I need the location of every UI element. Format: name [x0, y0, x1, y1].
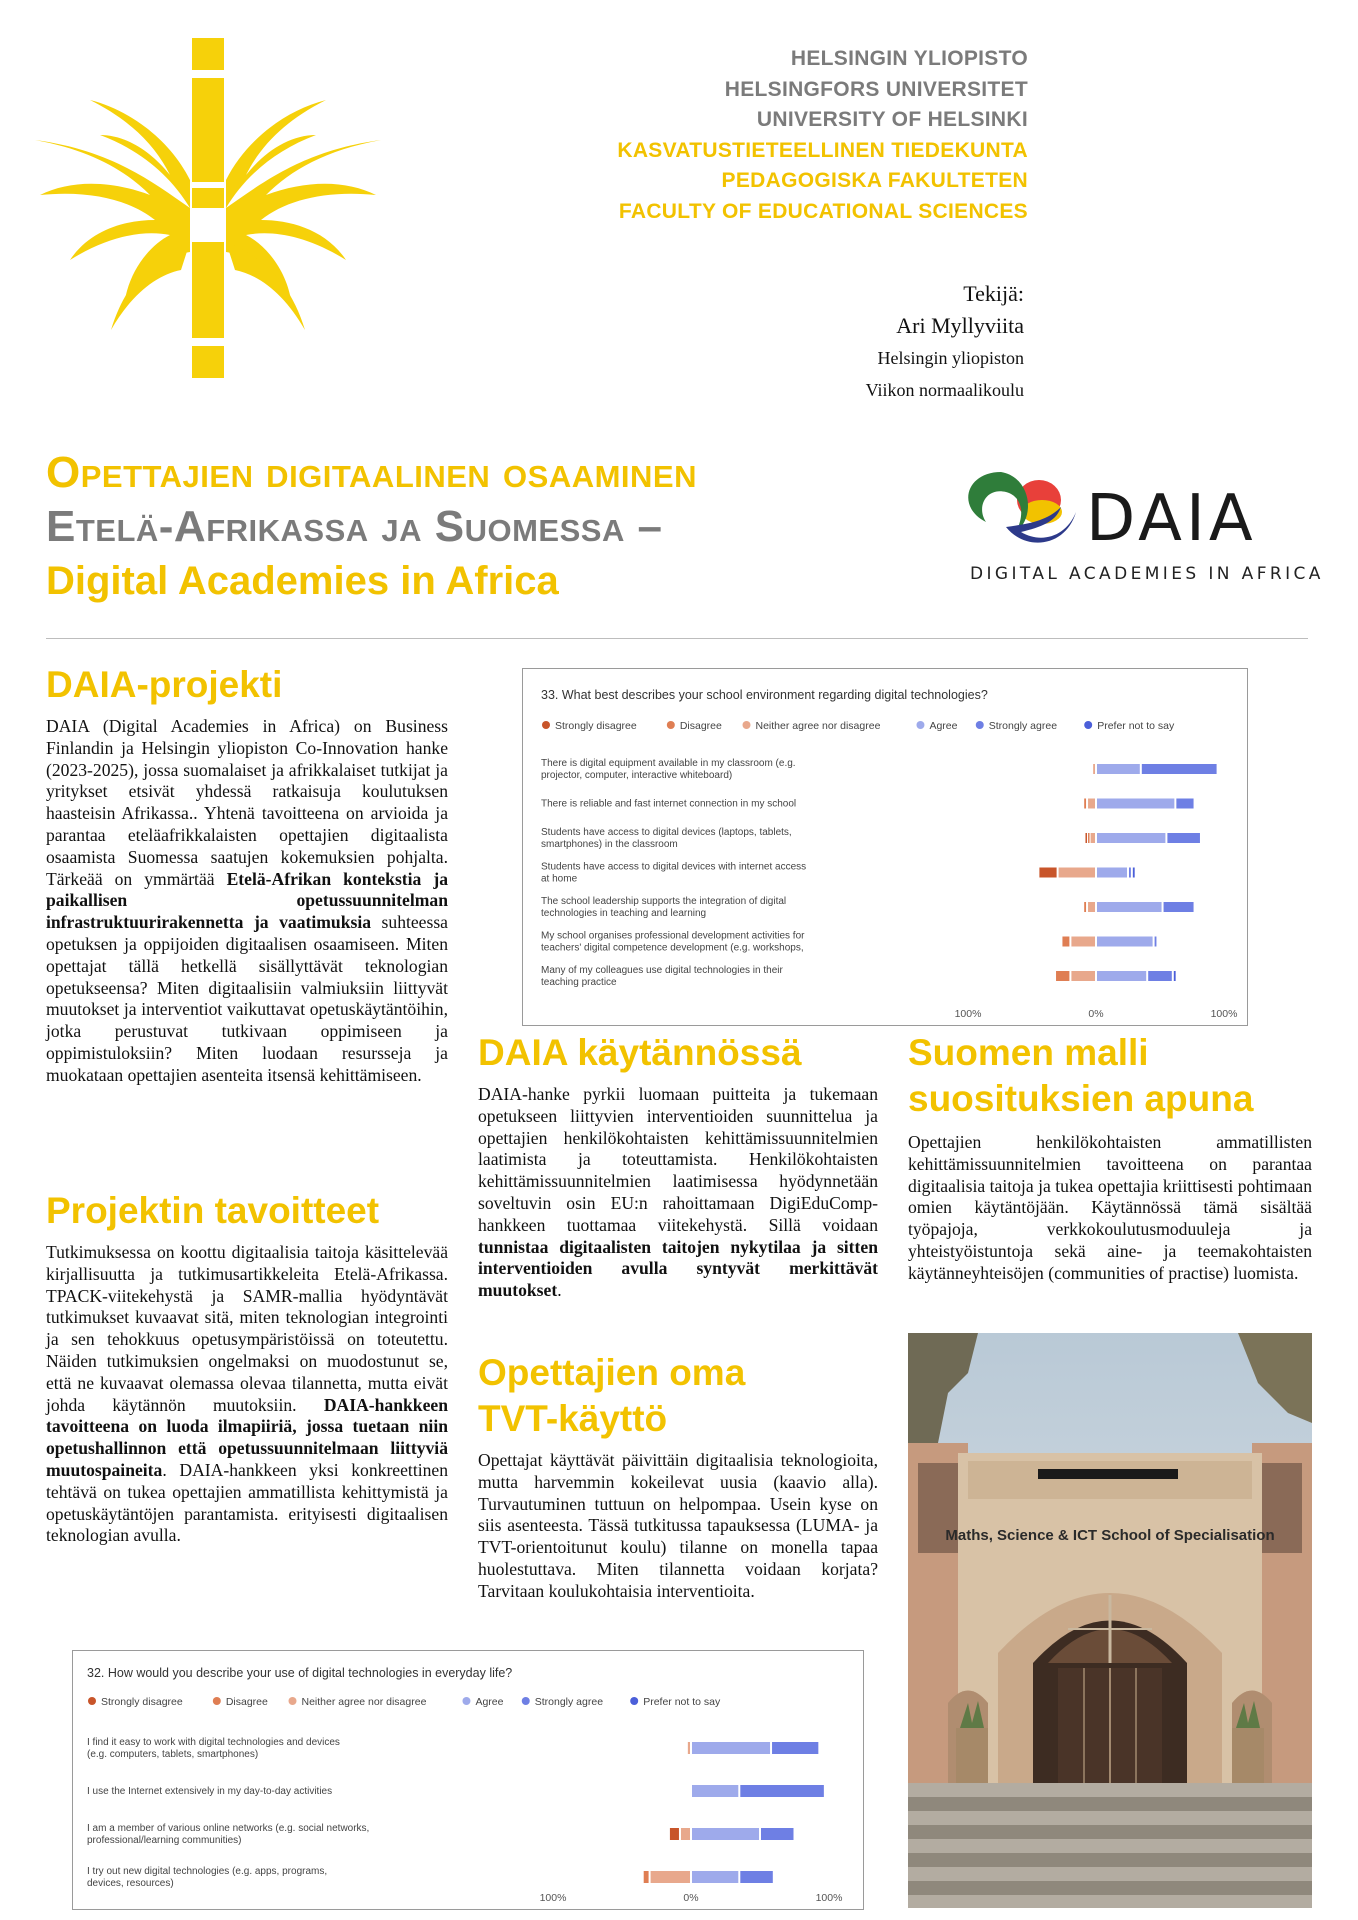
section-body: Opettajien henkilökohtaisten ammatillisten kehittämissuunnitelmien tavoitteena on parantaa digitaalisia taitoja ja tukea opettajia kriittisesti pohtimaan omien käytäntöjään. Käytännössä tämä sisältää työpajoja, verkkokoulutusmoduuleja ja yhteistyöistuntoja sekä aine- ja teemakohtaisten käytänneyhteisöjen (communities of practise) luomista.	[908, 1132, 1312, 1283]
section-daia-projekti	[46, 662, 448, 1087]
bar-segment	[1071, 971, 1095, 981]
legend-label: Neither agree nor disagree	[301, 1696, 427, 1708]
bar-segment	[1088, 833, 1090, 843]
legend-marker	[289, 1697, 297, 1705]
bar-segment	[1097, 764, 1140, 774]
section-heading-2: suosituksien apuna	[908, 1078, 1254, 1119]
bar-segment	[1142, 764, 1217, 774]
bar-segment	[651, 1871, 690, 1883]
chart-title: 33. What best describes your school environment regarding digital technologies?	[541, 688, 988, 702]
section-heading: DAIA käytännössä	[478, 1032, 802, 1073]
legend-marker	[522, 1697, 530, 1705]
category-label: at home	[541, 873, 578, 885]
flame-logo-icon	[30, 30, 390, 450]
category-label: smartphones) in the classroom	[541, 839, 678, 850]
x-tick-label: 0%	[683, 1892, 699, 1904]
x-tick-label: 100%	[954, 1008, 982, 1020]
legend-marker	[916, 721, 924, 729]
author-name: Ari Myllyviita	[896, 313, 1024, 338]
bar-segment	[1093, 764, 1095, 774]
bar-segment	[1174, 971, 1176, 981]
category-label: I use the Internet extensively in my day-to-day activities	[87, 1786, 333, 1797]
legend-marker	[542, 721, 550, 729]
poster-title	[46, 446, 697, 608]
category-label: devices, resources)	[87, 1878, 174, 1889]
bar-segment	[1097, 937, 1153, 947]
bar-segment	[688, 1742, 690, 1754]
category-label: The school leadership supports the integration of digital	[541, 896, 787, 907]
section-body: Opettajat käyttävät päivittäin digitaalisia teknologioita, mutta harvemmin kokeilevat uusia (kaavio alla). Turvautuminen tuttuun on helpompaa. Usein kyse on siis asenteesta. Tässä tutkitussa tapauksessa (LUMA- ja TVT-orientoitunut koulu) tilanne on monella tapaa huolestuttava. Miten tilannetta voidaan korjata? Tarvitaan koulukohtaisia interventioita.	[478, 1450, 878, 1601]
title-line-2: Etelä-Afrikassa ja Suomessa –	[46, 502, 663, 551]
x-tick-label: 0%	[1088, 1008, 1104, 1020]
bar-segment	[1097, 833, 1165, 843]
section-heading-1: Opettajien oma	[478, 1352, 746, 1393]
header-divider	[46, 638, 1308, 639]
daia-logo	[946, 452, 1336, 602]
bar-segment	[1039, 868, 1056, 878]
legend-marker	[213, 1697, 221, 1705]
category-label: technologies in teaching and learning	[541, 908, 707, 919]
school-building-image	[908, 1333, 1312, 1908]
section-tavoitteet	[46, 1188, 448, 1547]
category-label: I find it easy to work with digital technologies and devices	[87, 1737, 340, 1748]
legend-label: Agree	[929, 720, 958, 732]
legend-label: Strongly disagree	[555, 720, 637, 732]
category-label: I try out new digital technologies (e.g. apps, programs,	[87, 1866, 328, 1877]
section-body: Tutkimuksessa on koottu digitaalisia taitoja käsittelevää kirjallisuutta ja tutkimusartikkeleita Etelä-Afrikassa. TPACK-viitekehystä ja SAMR-mallia hyödyntävät tutkimukset kuvaavat sitä, miten teknologian integrointi ja sen tehokkuus opetusympäristöissä on toteutettu. Näiden tutkimuksien ongelmaksi on muodostunut se, että ne kuvaavat olemassa olevaa tilannetta, mutta eivät johda käytännön muutoksiin. DAIA-hankkeen tavoitteena on luoda ilmapiiriä, jossa tuetaan niin opetushallinnon että opetussuunnitelmaan liittyviä muutospaineita. DAIA-hankkeen yksi konkreettinen tehtävä on tukea opettajien ammatillista kehittymistä ja opetuskäytäntöjen parantamista. erityisesti digitaalisen teknologian avulla.	[46, 1242, 448, 1546]
bar-segment	[1071, 937, 1095, 947]
university-name-fi: HELSINGIN YLIOPISTO	[790, 47, 1028, 70]
bar-segment	[1088, 799, 1095, 809]
bar-segment	[1176, 799, 1193, 809]
category-label: My school organises professional development activities for	[541, 930, 805, 942]
university-logo	[30, 30, 390, 450]
section-oma-tvt	[478, 1350, 878, 1603]
university-name-en: UNIVERSITY OF HELSINKI	[756, 108, 1028, 131]
title-line-3: Digital Academies in Africa	[46, 559, 559, 603]
bar-segment	[692, 1828, 759, 1840]
bar-segment	[1097, 971, 1146, 981]
author-affiliation-2: Viikon normaalikoulu	[865, 380, 1024, 400]
chart-everyday-use	[72, 1650, 864, 1910]
x-tick-label: 100%	[539, 1892, 567, 1904]
category-label: projector, computer, interactive whiteboard)	[541, 770, 733, 781]
section-heading-1: Suomen malli	[908, 1032, 1149, 1073]
bar-segment	[1148, 971, 1172, 981]
bar-segment	[740, 1785, 824, 1797]
section-suomen-malli	[908, 1030, 1312, 1285]
university-name-sv: HELSINGFORS UNIVERSITET	[724, 77, 1028, 101]
legend-marker	[88, 1697, 96, 1705]
daia-wordmark: DAIA	[1086, 482, 1257, 556]
faculty-name-en: FACULTY OF EDUCATIONAL SCIENCES	[618, 199, 1028, 223]
bar-segment	[681, 1828, 690, 1840]
legend-label: Neither agree nor disagree	[755, 720, 881, 732]
author-affiliation-1: Helsingin yliopiston	[877, 348, 1024, 368]
category-label: There is digital equipment available in my classroom (e.g.	[541, 758, 796, 769]
section-body: DAIA (Digital Academies in Africa) on Business Finlandin ja Helsingin yliopiston Co-Innovation hanke (2023-2025), jossa suomalaiset ja afrikkalaiset tutkijat ja yritykset etsivät yhdessä ratkaisuja koulutuksen haasteisin Afrikassa.. Yhtenä tavoitteena on arvioida ja parantaa eteläafrikkalaisten opettajien digitaalista osaamista Suomessa saatujen kokemuksien pohjalta. Tärkeää on ymmärtää Etelä-Afrikan kontekstia ja paikallisen opetussuunnitelman infrastruktuurirakennetta ja vaatimuksia suhteessa opetuksen ja oppijoiden digitaalisen osaamiseen. Miten opettajat tällä hetkellä sisällyttävät teknologian opetukseensa? Miten digitaalisiin valmiuksiin liittyvät muutokset ja interventiot vaikuttavat opetuskäytäntöihin, jotka perustuvat tutkivaan oppimiseen ja oppimistuloksiin? Miten luodaan resursseja ja muokataan opettajien asenteita itsensä kehittämiseen.	[46, 716, 448, 1085]
bar-segment	[1097, 868, 1127, 878]
bar-segment	[1056, 971, 1069, 981]
legend-marker	[462, 1697, 470, 1705]
bar-segment	[1164, 902, 1194, 912]
legend-label: Agree	[475, 1696, 504, 1708]
bar-segment	[1062, 937, 1069, 947]
x-tick-label: 100%	[1210, 1008, 1238, 1020]
bar-segment	[644, 1871, 649, 1883]
category-label: professional/learning communities)	[87, 1835, 242, 1846]
legend-marker	[667, 721, 675, 729]
bar-segment	[1133, 868, 1135, 878]
category-label: I am a member of various online networks (e.g. social networks,	[87, 1823, 370, 1834]
legend-label: Disagree	[225, 1696, 268, 1708]
daia-tagline: DIGITAL ACADEMIES IN AFRICA	[970, 564, 1324, 584]
bar-segment	[670, 1828, 679, 1840]
legend-label: Strongly disagree	[101, 1696, 183, 1708]
bar-segment	[692, 1871, 738, 1883]
bar-segment	[772, 1742, 818, 1754]
category-label: Students have access to digital devices (laptops, tablets,	[541, 827, 792, 838]
legend-marker	[743, 721, 751, 729]
section-kaytannossa	[478, 1030, 878, 1302]
category-label: Students have access to digital devices with internet access	[541, 861, 807, 873]
bar-segment	[1059, 868, 1095, 878]
title-line-1: Opettajien digitaalinen osaaminen	[46, 448, 697, 497]
bar-segment	[692, 1742, 770, 1754]
chart-school-environment	[522, 668, 1248, 1026]
category-label: Many of my colleagues use digital technologies in their	[541, 965, 783, 976]
legend-marker	[976, 721, 984, 729]
legend-label: Prefer not to say	[1097, 720, 1175, 732]
bar-segment	[1084, 799, 1086, 809]
legend-marker	[1084, 721, 1092, 729]
bar-segment	[692, 1785, 738, 1797]
x-tick-label: 100%	[815, 1892, 843, 1904]
bar-segment	[1097, 799, 1174, 809]
bar-segment	[1155, 937, 1157, 947]
chart-title: 32. How would you describe your use of digital technologies in everyday life?	[87, 1666, 513, 1680]
legend-marker	[630, 1697, 638, 1705]
legend-label: Strongly agree	[988, 720, 1058, 732]
legend-label: Prefer not to say	[643, 1696, 721, 1708]
section-body: DAIA-hanke pyrkii luomaan puitteita ja tukemaan opetukseen liittyvien interventioiden suunnittelua ja opettajien henkilökohtaisten kehittämissuunnitelmien laatimista ja toteuttamista. Henkilökohtaisten kehittämissuunnitelmien laatimisessa hyödynnetään soveltuvin osin EU:n rahoittamaan DigiEduComp-hankkeen tuottamaa viitekehystä. Sillä voidaan tunnistaa digitaalisten taitojen nykytilaa ja sitten interventioiden avulla syntyvät merkittävät muutokset.	[478, 1084, 878, 1301]
author-label: Tekijä:	[963, 281, 1024, 306]
section-heading: Projektin tavoitteet	[46, 1190, 380, 1231]
category-label: teachers' digital competence development (e.g. workshops,	[541, 942, 804, 954]
section-heading: DAIA-projekti	[46, 664, 283, 705]
bar-segment	[740, 1871, 773, 1883]
author-block	[866, 278, 1024, 406]
bar-segment	[1097, 902, 1162, 912]
bar-segment	[1091, 833, 1095, 843]
legend-label: Disagree	[679, 720, 722, 732]
bar-segment	[1084, 902, 1086, 912]
legend-label: Strongly agree	[534, 1696, 604, 1708]
university-names	[617, 44, 1028, 227]
bar-segment	[1129, 868, 1131, 878]
category-label: (e.g. computers, tablets, smartphones)	[87, 1749, 259, 1760]
bar-segment	[1088, 902, 1095, 912]
bar-segment	[1167, 833, 1200, 843]
faculty-name-fi: KASVATUSTIETEELLINEN TIEDEKUNTA	[617, 138, 1028, 162]
bar-segment	[761, 1828, 794, 1840]
school-photo	[908, 1333, 1312, 1908]
section-heading-2: TVT-käyttö	[478, 1398, 668, 1439]
faculty-name-sv: PEDAGOGISKA FAKULTETEN	[721, 169, 1028, 192]
photo-sign-text: Maths, Science & ICT School of Specialisation	[945, 1527, 1275, 1544]
category-label: There is reliable and fast internet connection in my school	[541, 798, 797, 810]
bar-segment	[1085, 833, 1087, 843]
category-label: teaching practice	[541, 977, 617, 988]
